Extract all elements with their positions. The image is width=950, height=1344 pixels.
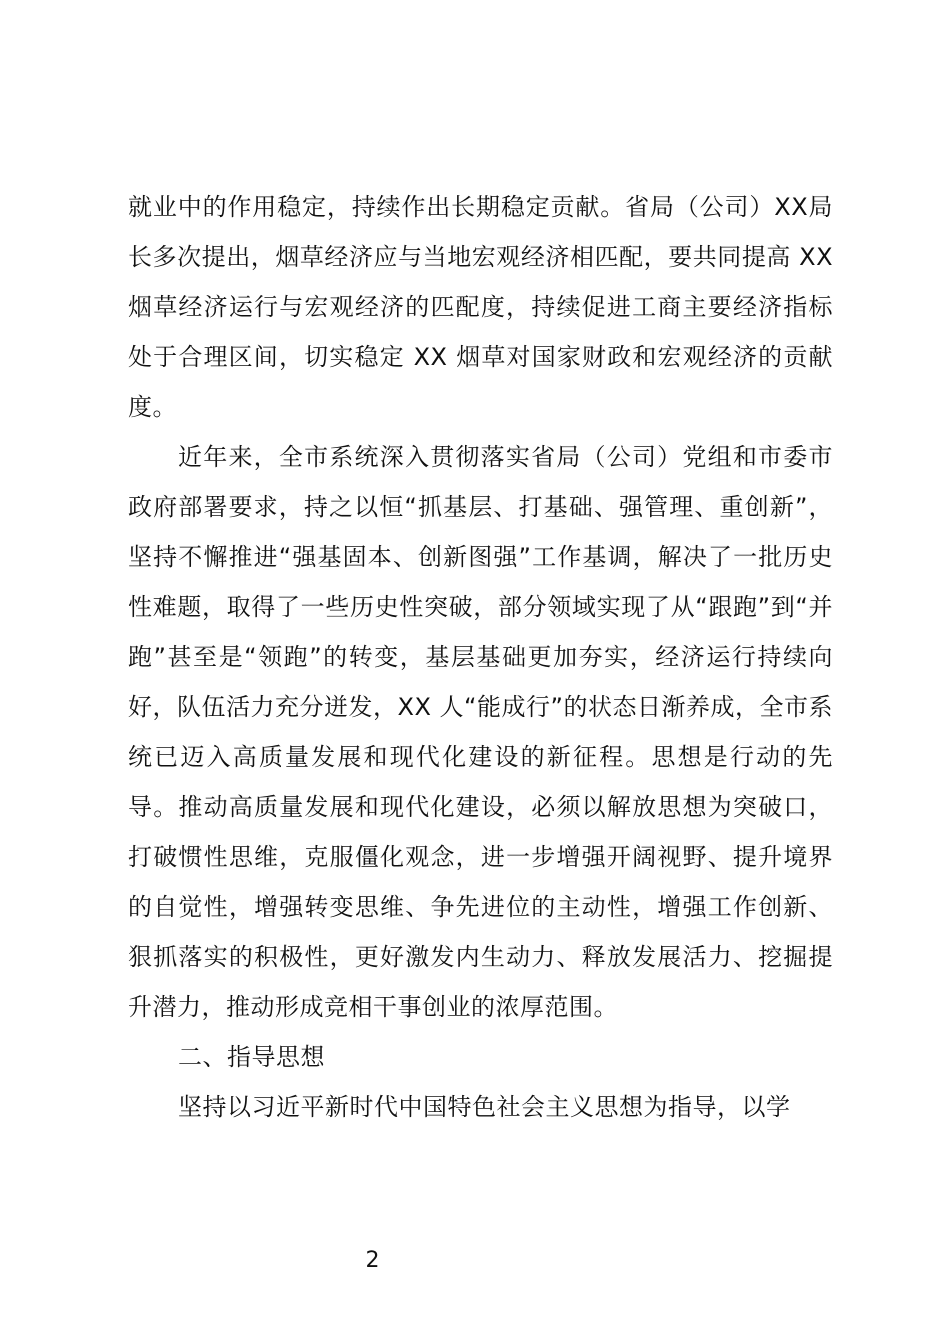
text-line: 经济的贡献度。 bbox=[128, 343, 834, 421]
text-line: 事创业的浓厚范围。 bbox=[397, 993, 618, 1021]
document-body bbox=[128, 182, 833, 1132]
text-line: 先进位的主动性，增强工作创新、狠抓落实的积极性，更好激 bbox=[128, 893, 834, 971]
text-line: 近年来，全市系统深入贯彻落实省局（公司）党组和市委 bbox=[178, 443, 809, 471]
text-line: 行”的状态日渐养成，全市系统已迈入高质量发展和现代化建 bbox=[128, 693, 833, 771]
paragraph-recent-years bbox=[128, 432, 833, 1032]
text-line: 发内生动力、释放发展活力、挖掘提升潜力，推动形成竞相干 bbox=[128, 943, 834, 1021]
text-line: 新”，坚持不懈推进“强基固本、创新图强”工作基调，解决 bbox=[128, 493, 834, 571]
text-line: 进一步增强开阔视野、提升境界的自觉性，增强转变思维、争 bbox=[128, 843, 834, 921]
page-number: 2 bbox=[365, 1248, 380, 1273]
text-line: 设的新征程。思想是行动的先导。推动高质量发展和现代化建 bbox=[128, 743, 833, 821]
text-line: 坚持以习近平新时代中国特色社会主义思想为指导，以学 bbox=[178, 1093, 791, 1121]
text-line: 夯实，经济运行持续向好，队伍活力充分迸发，XX 人“能成 bbox=[128, 643, 833, 721]
text-line: 局长多次提出，烟草经济应与当地宏观经济相匹配，要共同提 bbox=[128, 193, 833, 271]
text-line: 从“跟跑”到“并跑”甚至是“领跑”的转变，基层基础更加 bbox=[128, 593, 833, 671]
text-line: 就业中的作用稳定，持续作出长期稳定贡献。省局（公司）XX bbox=[128, 193, 809, 221]
text-line: 市政府部署要求，持之以恒“抓基层、打基础、强管理、重创 bbox=[128, 443, 833, 521]
section-heading: 二、指导思想 bbox=[178, 1043, 325, 1071]
text-line: 了一批历史性难题，取得了一些历史性突破，部分领域实现了 bbox=[128, 543, 834, 621]
text-line: 经济指标处于合理区间，切实稳定 XX 烟草对国家财政和宏观 bbox=[128, 293, 834, 371]
text-line: 高 XX 烟草经济运行与宏观经济的匹配度，持续促进工商主要 bbox=[128, 243, 834, 321]
paragraph-continued bbox=[128, 182, 833, 432]
text-line: 设，必须以解放思想为突破口，打破惯性思维，克服僵化观念， bbox=[128, 793, 834, 871]
paragraph-guiding-thought bbox=[128, 1082, 833, 1132]
